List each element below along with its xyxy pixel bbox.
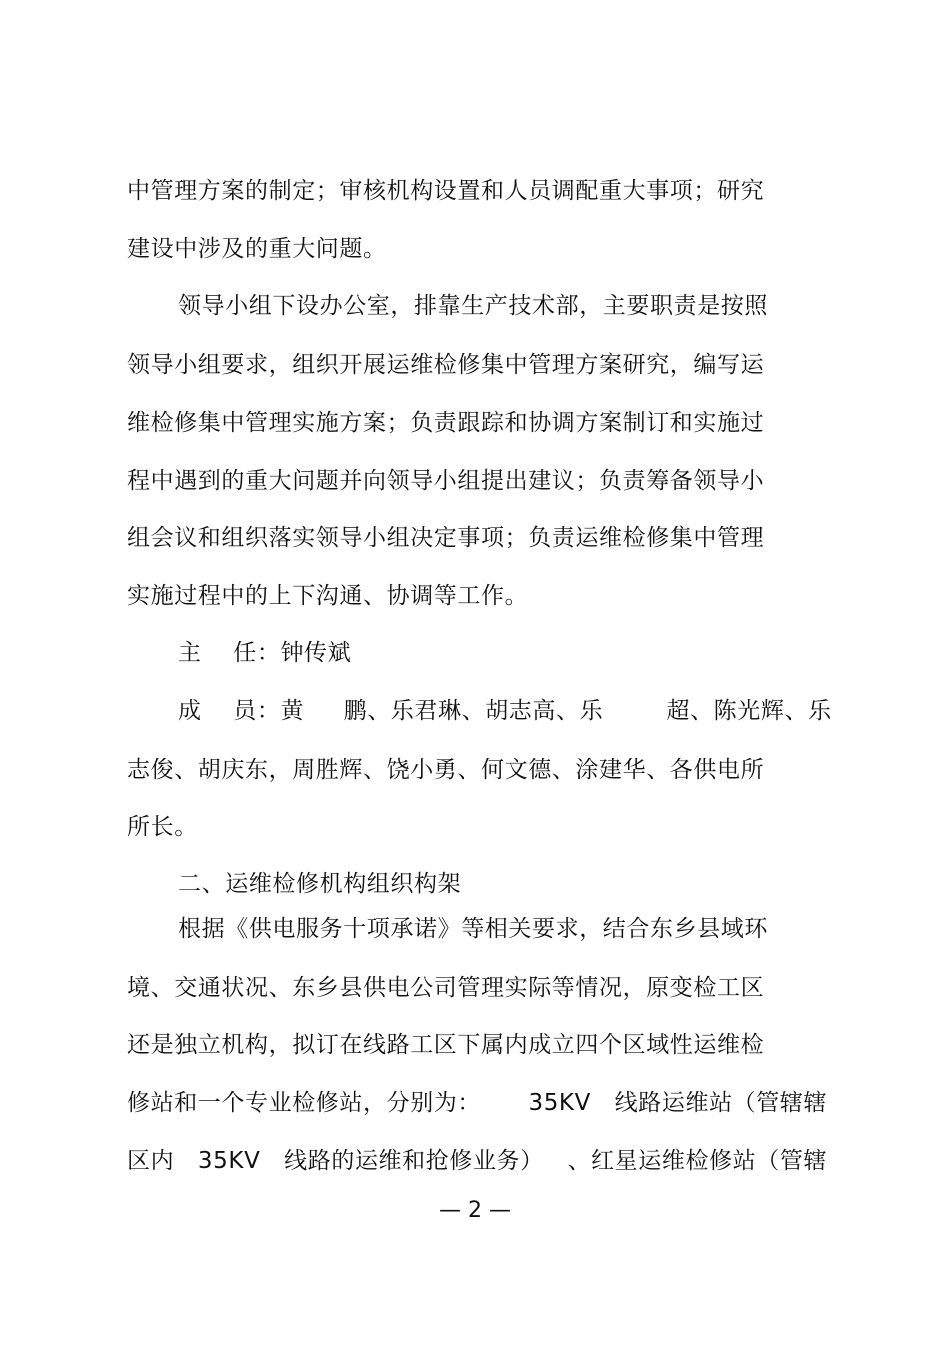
paragraph-line: 领导小组要求，组织开展运维检修集中管理方案研究，编写运	[127, 352, 765, 378]
paragraph-line: 维检修集中管理实施方案；负责跟踪和协调方案制订和实施过	[127, 410, 765, 436]
paragraph-line: 志俊、胡庆东，周胜辉、饶小勇、何文德、涂建华、各供电所	[127, 757, 765, 783]
paragraph-line: 中管理方案的制定；审核机构设置和人员调配重大事项；研究	[127, 178, 765, 204]
paragraph-line: 建设中涉及的重大问题。	[127, 236, 387, 262]
page-number: — 2 —	[439, 1198, 511, 1223]
paragraph-line: 所长。	[127, 814, 198, 840]
paragraph-line: 组会议和组织落实领导小组决定事项；负责运维检修集中管理	[127, 525, 765, 551]
paragraph-line: 区内 35KV 线路的运维和抢修业务） 、红星运维检修站（管辖	[127, 1148, 828, 1174]
section-heading: 二、运维检修机构组织构架	[178, 871, 462, 897]
members-line: 成 员：黄 鹏、乐君琳、胡志高、乐 超、陈光辉、乐	[178, 698, 832, 724]
paragraph-line: 还是独立机构，拟订在线路工区下属内成立四个区域性运维检	[127, 1032, 765, 1058]
paragraph-line: 修站和一个专业检修站，分别为： 35KV 线路运维站（管辖辖	[127, 1090, 828, 1116]
paragraph-line: 领导小组下设办公室，排靠生产技术部，主要职责是按照	[178, 293, 768, 319]
paragraph-line: 程中遇到的重大问题并向领导小组提出建议；负责筹备领导小	[127, 468, 765, 494]
paragraph-line: 境、交通状况、东乡县供电公司管理实际等情况，原变检工区	[127, 975, 765, 1001]
paragraph-line: 根据《供电服务十项承诺》等相关要求，结合东乡县域环	[178, 916, 768, 942]
paragraph-line: 实施过程中的上下沟通、协调等工作。	[127, 583, 529, 609]
director-line: 主 任：钟传斌	[178, 640, 352, 666]
